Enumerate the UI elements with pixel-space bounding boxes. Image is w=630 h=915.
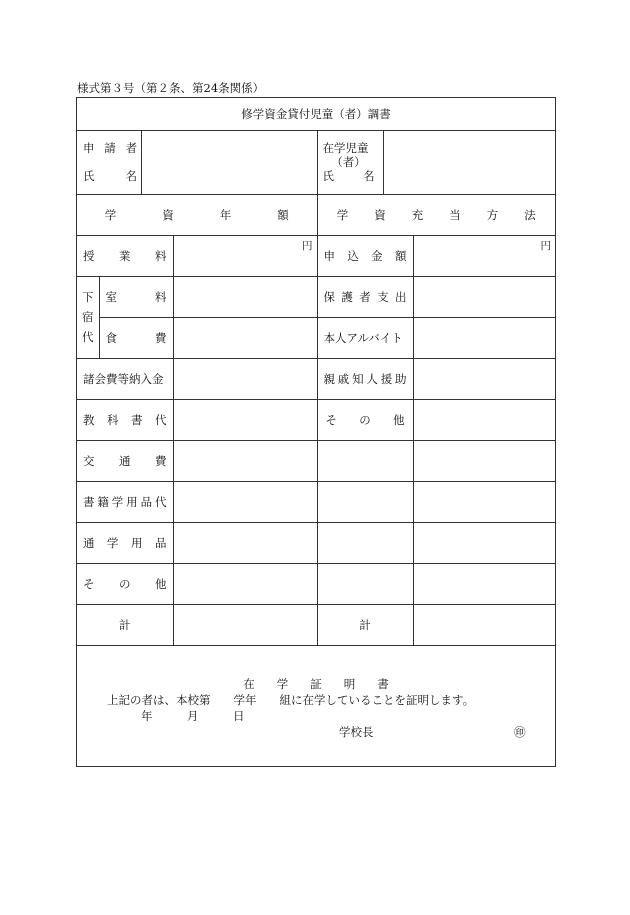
blank-amount-cell[interactable] [413,481,555,522]
funding-total-label: 計 [317,604,413,645]
row-label-tuition: 授 業 料 [77,235,173,276]
textbooks-field[interactable] [173,399,317,440]
table-row [77,522,555,563]
applicant-label: 申 請 者 氏 名 [77,130,141,194]
commuting-supplies-field[interactable] [173,522,317,563]
table-row [77,317,555,358]
row-label-part-time-job: 本人アルバイト [317,317,413,358]
expense-total-label: 計 [77,604,173,645]
enrolled-child-label: 在学児童 （者） 氏 名 [317,130,383,194]
certificate-text: 上記の者は、本校第 学年 組に在学していることを証明します。 [107,693,475,707]
header-row [77,194,555,235]
funding-total-field[interactable] [413,604,555,645]
guardian-payment-field[interactable] [413,276,555,317]
certificate-title: 在 学 証 明 書 [243,677,389,691]
tuition-amount-field[interactable] [173,235,317,276]
lodging-group-label: 下 宿 代 [77,276,99,358]
row-label-membership-fees: 諸会費等納入金 [77,358,173,399]
funding-other-field[interactable] [413,399,555,440]
transportation-field[interactable] [173,440,317,481]
name-row [77,130,555,194]
yen-unit: 円 [302,239,313,252]
annual-expense-header: 学 資 年 額 [77,194,317,235]
row-label-transportation: 交 通 費 [77,440,173,481]
application-amount-field[interactable] [413,235,555,276]
meal-fee-field[interactable] [173,317,317,358]
enrollment-certificate [77,646,555,766]
yen-unit: 円 [540,239,551,252]
row-label-textbooks: 教 科 書 代 [77,399,173,440]
membership-fees-field[interactable] [173,358,317,399]
applicant-name-field[interactable] [141,130,317,194]
certificate-date: 年 月 日 [141,709,245,723]
blank-label-cell[interactable] [317,563,413,604]
row-label-expense-other: そ の 他 [77,563,173,604]
enrolled-child-name-field[interactable] [383,130,555,194]
principal-label: 学校長 [339,725,374,739]
total-row [77,604,555,645]
form-frame [76,97,556,767]
blank-amount-cell[interactable] [413,440,555,481]
table-row [77,399,555,440]
row-label-commuting-supplies: 通 学 用 品 [77,522,173,563]
row-label-books-supplies: 書 籍 学 用 品 代 [77,481,173,522]
row-label-guardian-payment: 保 護 者 支 出 [317,276,413,317]
blank-label-cell[interactable] [317,481,413,522]
expense-other-field[interactable] [173,563,317,604]
row-label-application-amount: 申 込 金 額 [317,235,413,276]
survey-table [77,130,555,646]
blank-label-cell[interactable] [317,522,413,563]
table-row [77,276,555,317]
table-row [77,358,555,399]
part-time-job-field[interactable] [413,317,555,358]
table-row [77,440,555,481]
funding-method-header: 学 資 充 当 方 法 [317,194,555,235]
blank-amount-cell[interactable] [413,563,555,604]
row-label-meal-fee: 食 費 [99,317,173,358]
blank-amount-cell[interactable] [413,522,555,563]
form-number: 様式第３号（第２条、第24条関係） [77,81,265,95]
table-row [77,235,555,276]
relatives-support-field[interactable] [413,358,555,399]
expense-total-field[interactable] [173,604,317,645]
row-label-room-fee: 室 料 [99,276,173,317]
table-row [77,481,555,522]
form-title: 修学資金貸付児童（者）調書 [77,98,555,131]
blank-label-cell[interactable] [317,440,413,481]
table-row [77,563,555,604]
books-supplies-field[interactable] [173,481,317,522]
room-fee-field[interactable] [173,276,317,317]
row-label-funding-other: そ の 他 [317,399,413,440]
row-label-relatives-support: 親 戚 知 人 援 助 [317,358,413,399]
seal-icon: ㊞ [514,725,526,739]
